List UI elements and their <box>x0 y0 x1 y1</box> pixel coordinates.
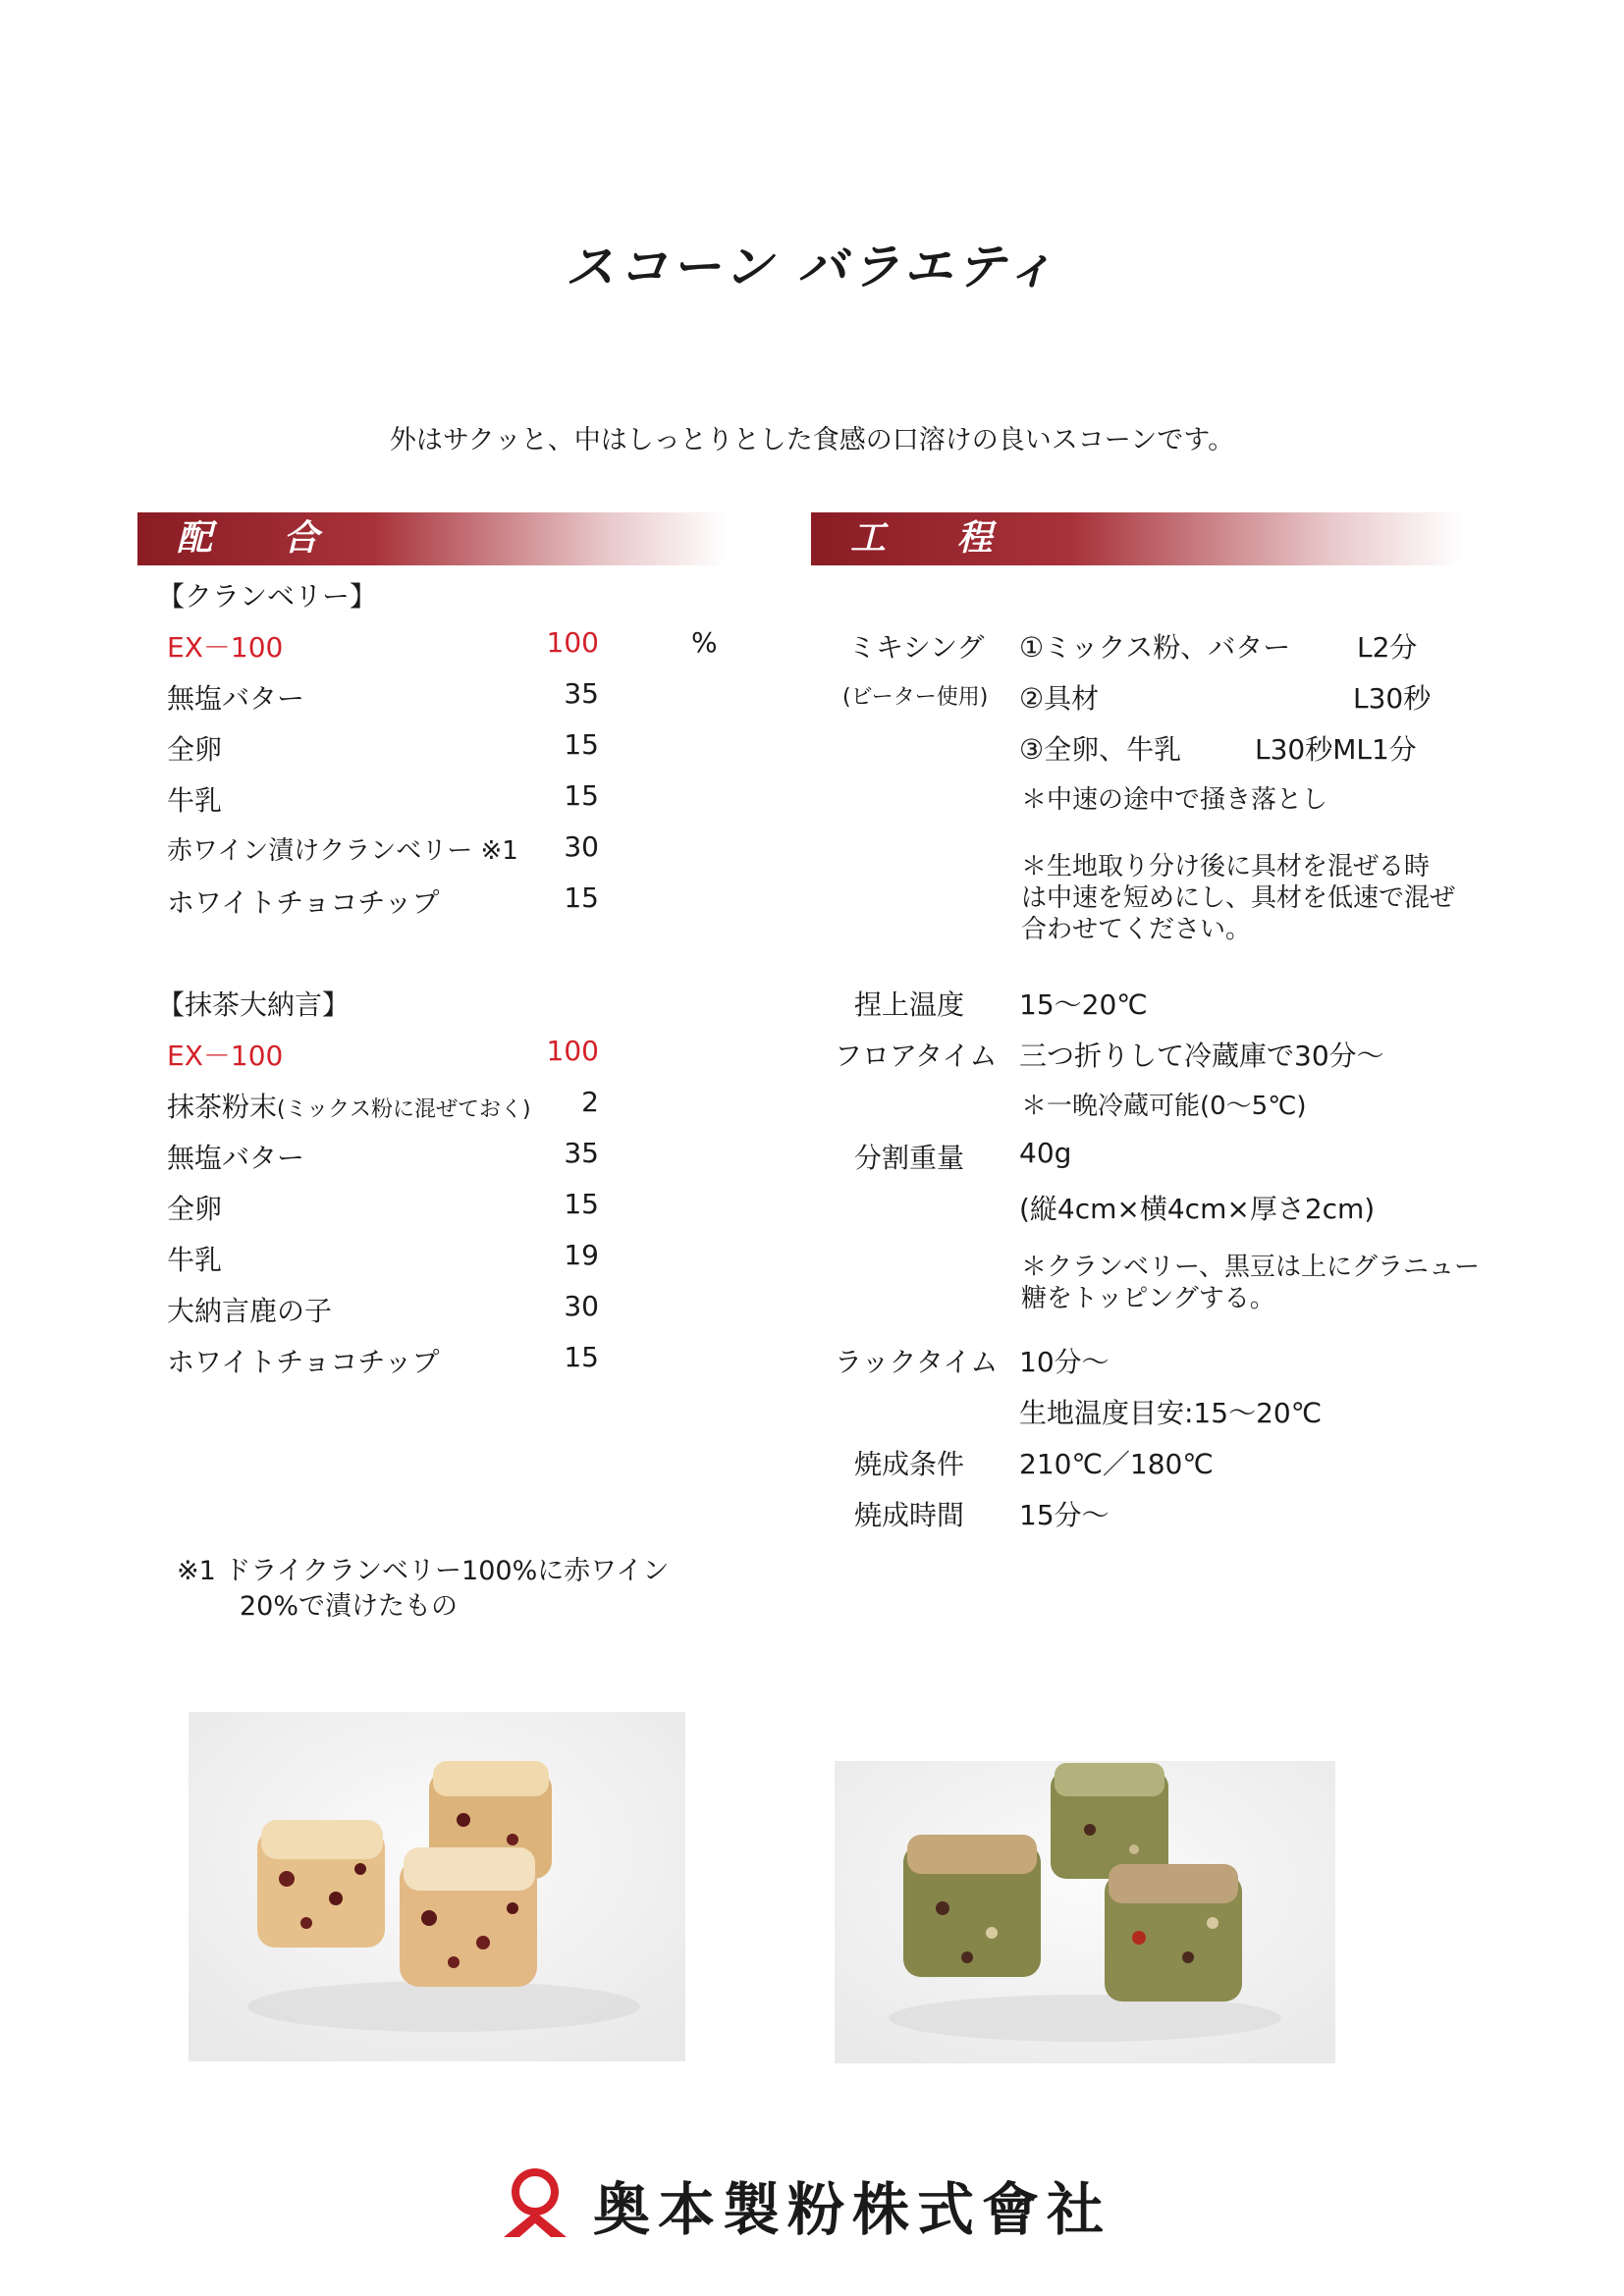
ingredient-name: 無塩バター <box>167 1142 305 1174</box>
process-value: 三つ折りして冷蔵庫で30分～ <box>1019 1040 1384 1072</box>
process-value: 生地温度目安:15～20℃ <box>1019 1397 1323 1429</box>
footnote-line: 20%で漬けたもの <box>240 1591 459 1622</box>
ingredient-value: 100 <box>546 1035 599 1067</box>
ingredient-name: 大納言鹿の子 <box>167 1295 333 1327</box>
matcha-scone-photo <box>835 1761 1335 2063</box>
ingredient-name: ホワイトチョコチップ <box>167 1346 440 1378</box>
process-note: ＊中速の途中で掻き落とし <box>1021 785 1328 815</box>
process-time: L2分 <box>1357 631 1418 664</box>
formula-section-header: 配 合 <box>137 512 727 565</box>
process-value: 40g <box>1019 1137 1072 1169</box>
process-label: フロアタイム <box>835 1040 998 1072</box>
process-note: 糖をトッピングする。 <box>1021 1284 1275 1313</box>
ingredient-name: ホワイトチョコチップ <box>167 886 440 919</box>
ingredient-note: (ミックス粉に混ぜておく) <box>277 1097 531 1122</box>
ingredient-value: 15 <box>564 1188 599 1220</box>
ingredient-name: 無塩バター <box>167 682 305 715</box>
ingredient-name: 赤ワイン漬けクランベリー ※1 <box>167 836 518 866</box>
process-time: L30秒ML1分 <box>1255 733 1417 766</box>
ingredient-name: 全卵 <box>167 733 223 766</box>
process-label: 焼成条件 <box>854 1448 965 1480</box>
process-note: 合わせてください。 <box>1021 915 1252 944</box>
process-step: ③全卵、牛乳 <box>1019 733 1182 766</box>
ingredient-value: 19 <box>564 1239 599 1271</box>
process-note: は中速を短めにし、具材を低速で混ぜ <box>1021 883 1456 913</box>
ingredient-name: 抹茶粉末(ミックス粉に混ぜておく) <box>167 1091 531 1123</box>
process-label: ラックタイム <box>835 1346 999 1378</box>
unit-percent: % <box>691 626 718 659</box>
ingredient-value: 15 <box>564 779 599 812</box>
process-value: 15分～ <box>1019 1499 1110 1531</box>
process-value: 210℃／180℃ <box>1019 1448 1214 1480</box>
process-time: L30秒 <box>1353 682 1432 715</box>
company-name: 奥本製粉株式會社 <box>593 2176 1112 2243</box>
footnote-line: ※1 ドライクランベリー100%に赤ワイン <box>177 1556 670 1586</box>
ingredient-value: 35 <box>564 677 599 710</box>
ingredient-name: EX－100 <box>167 631 284 664</box>
process-value: (縦4cm×横4cm×厚さ2cm) <box>1019 1193 1376 1225</box>
process-step: ①ミックス粉、バター <box>1019 631 1291 664</box>
process-value: 15～20℃ <box>1019 988 1148 1021</box>
process-section-header: 工 程 <box>811 512 1463 565</box>
process-note: ＊クランベリー、黒豆は上にグラニュー <box>1021 1253 1480 1282</box>
process-label: 焼成時間 <box>854 1499 965 1531</box>
cranberry-scone-photo <box>189 1712 685 2061</box>
process-value: 10分～ <box>1019 1346 1110 1378</box>
page-title: スコーン バラエティ <box>565 239 1059 295</box>
process-label: 捏上温度 <box>854 988 965 1021</box>
ingredient-value: 2 <box>581 1086 599 1118</box>
process-sublabel: (ビーター使用) <box>842 685 989 710</box>
ingredient-name: 牛乳 <box>167 1244 223 1276</box>
page-subtitle: 外はサクッと、中はしっとりとした食感の口溶けの良いスコーンです。 <box>389 425 1235 455</box>
ingredient-value: 15 <box>564 1341 599 1373</box>
ingredient-value: 15 <box>564 881 599 914</box>
process-label: ミキシング <box>848 631 985 664</box>
process-label: 分割重量 <box>854 1142 965 1174</box>
process-note: ＊一晩冷蔵可能(0～5℃) <box>1021 1092 1307 1121</box>
company-logo-icon <box>496 2164 574 2243</box>
process-note: ＊生地取り分け後に具材を混ぜる時 <box>1021 852 1431 881</box>
ingredient-name: 牛乳 <box>167 784 223 817</box>
ingredient-value: 30 <box>564 830 599 863</box>
ingredient-value: 35 <box>564 1137 599 1169</box>
ingredient-name: 全卵 <box>167 1193 223 1225</box>
ingredient-name: EX－100 <box>167 1040 284 1072</box>
ingredient-value: 15 <box>564 728 599 761</box>
matcha-heading: 【抹茶大納言】 <box>157 988 351 1021</box>
cranberry-heading: 【クランベリー】 <box>157 580 378 613</box>
ingredient-value: 30 <box>564 1290 599 1322</box>
process-step: ②具材 <box>1019 682 1100 715</box>
ingredient-value: 100 <box>546 626 599 659</box>
